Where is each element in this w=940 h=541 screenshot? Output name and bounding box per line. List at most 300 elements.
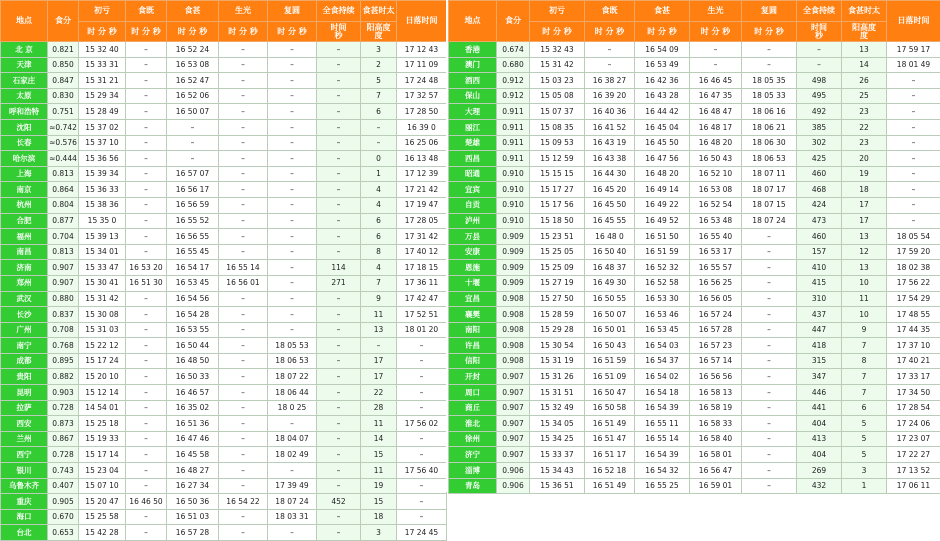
cell-third-contact: 16 56 25 — [690, 275, 742, 291]
cell-duration: – — [317, 182, 361, 198]
cell-sun-altitude: 17 — [842, 197, 887, 213]
cell-sun-altitude: 23 — [842, 135, 887, 151]
cell-maximum: 16 54 18 — [635, 385, 690, 401]
cell-fourth-contact: – — [268, 260, 317, 276]
cell-first-contact: 15 17 27 — [530, 182, 585, 198]
cell-first-contact: 15 30 41 — [79, 275, 126, 291]
cell-second-contact: 16 50 40 — [585, 244, 635, 260]
cell-duration: – — [317, 509, 361, 525]
cell-sun-altitude: 14 — [842, 57, 887, 73]
table-row — [1, 322, 447, 338]
cell-magnitude: 0.728 — [48, 400, 79, 416]
header-hms: 时 分 秒 — [126, 22, 167, 42]
cell-duration: – — [317, 322, 361, 338]
cell-duration: 498 — [797, 73, 842, 89]
cell-city: 西安 — [1, 416, 48, 432]
cell-sunset: – — [397, 478, 447, 494]
cell-sun-altitude: 11 — [361, 416, 397, 432]
cell-third-contact: – — [219, 307, 268, 323]
cell-second-contact: – — [126, 322, 167, 338]
cell-fourth-contact: 18 05 33 — [742, 88, 797, 104]
table-row — [449, 229, 940, 245]
table-row — [1, 57, 447, 73]
cell-third-contact: – — [219, 166, 268, 182]
cell-sun-altitude: 15 — [361, 447, 397, 463]
cell-city: 万县 — [449, 229, 497, 245]
cell-duration: 425 — [797, 151, 842, 167]
header-second-contact: 食既 — [585, 1, 635, 22]
cell-maximum: 16 46 57 — [167, 385, 219, 401]
cell-first-contact: 15 31 03 — [79, 322, 126, 338]
cell-maximum: 16 47 56 — [635, 151, 690, 167]
cell-sun-altitude: 17 — [842, 213, 887, 229]
cell-sun-altitude: 17 — [361, 353, 397, 369]
cell-third-contact: – — [219, 244, 268, 260]
cell-second-contact: 16 50 07 — [585, 307, 635, 323]
header-fourth-contact: 复圆 — [742, 1, 797, 22]
cell-sun-altitude: 3 — [842, 463, 887, 479]
cell-city: 福州 — [1, 229, 48, 245]
cell-magnitude: 0.906 — [497, 463, 530, 479]
cell-duration: – — [317, 525, 361, 541]
cell-fourth-contact: – — [742, 385, 797, 401]
cell-city: 济宁 — [449, 447, 497, 463]
cell-magnitude: 0.680 — [497, 57, 530, 73]
cell-first-contact: 15 17 56 — [530, 197, 585, 213]
cell-first-contact: 15 18 50 — [530, 213, 585, 229]
cell-second-contact: 16 51 47 — [585, 431, 635, 447]
cell-fourth-contact: – — [742, 244, 797, 260]
cell-first-contact: 15 30 08 — [79, 307, 126, 323]
cell-fourth-contact: 18 07 22 — [268, 369, 317, 385]
cell-duration: – — [317, 463, 361, 479]
cell-second-contact: 16 52 18 — [585, 463, 635, 479]
cell-sun-altitude: 14 — [361, 431, 397, 447]
cell-third-contact: 16 52 10 — [690, 166, 742, 182]
header-magnitude: 食分 — [497, 1, 530, 42]
cell-sun-altitude: 2 — [361, 57, 397, 73]
cell-sunset: 17 48 55 — [887, 307, 940, 323]
cell-fourth-contact: – — [268, 307, 317, 323]
cell-fourth-contact: – — [268, 104, 317, 120]
cell-sunset: – — [887, 197, 940, 213]
cell-second-contact: 16 51 49 — [585, 478, 635, 494]
cell-city: 昭通 — [449, 166, 497, 182]
cell-maximum: 16 56 55 — [167, 229, 219, 245]
cell-first-contact: 15 39 34 — [79, 166, 126, 182]
table-row — [1, 73, 447, 89]
cell-fourth-contact: – — [268, 275, 317, 291]
table-row — [449, 447, 940, 463]
cell-city: 大理 — [449, 104, 497, 120]
cell-third-contact: 16 56 56 — [690, 369, 742, 385]
cell-sunset: 17 22 27 — [887, 447, 940, 463]
cell-first-contact: 15 12 59 — [530, 151, 585, 167]
cell-fourth-contact: – — [268, 291, 317, 307]
cell-sunset: – — [887, 119, 940, 135]
cell-magnitude: 0.895 — [48, 353, 79, 369]
cell-magnitude: 0.908 — [497, 307, 530, 323]
cell-third-contact: 16 57 24 — [690, 307, 742, 323]
cell-sunset: 17 24 06 — [887, 416, 940, 432]
cell-city: 拉萨 — [1, 400, 48, 416]
cell-second-contact: 16 48 0 — [585, 229, 635, 245]
cell-third-contact: 16 58 19 — [690, 400, 742, 416]
cell-fourth-contact: – — [742, 42, 797, 58]
cell-city: 成都 — [1, 353, 48, 369]
cell-duration: 302 — [797, 135, 842, 151]
cell-third-contact: 16 52 54 — [690, 197, 742, 213]
cell-fourth-contact: – — [268, 244, 317, 260]
cell-first-contact: 15 29 28 — [530, 322, 585, 338]
cell-sunset: 17 31 42 — [397, 229, 447, 245]
cell-third-contact: 16 58 01 — [690, 447, 742, 463]
cell-maximum: 16 52 06 — [167, 88, 219, 104]
cell-fourth-contact: 18 06 30 — [742, 135, 797, 151]
cell-first-contact: 15 20 10 — [79, 369, 126, 385]
cell-duration: 157 — [797, 244, 842, 260]
cell-first-contact: 15 33 47 — [79, 260, 126, 276]
cell-sun-altitude: 7 — [361, 275, 397, 291]
cell-sunset: 17 59 20 — [887, 244, 940, 260]
table-row — [449, 119, 940, 135]
cell-sunset: – — [887, 135, 940, 151]
cell-sun-altitude: 7 — [842, 385, 887, 401]
table-row — [449, 338, 940, 354]
cell-sunset: 17 18 15 — [397, 260, 447, 276]
cell-sun-altitude: 19 — [842, 166, 887, 182]
cell-first-contact: 15 19 33 — [79, 431, 126, 447]
cell-second-contact: – — [126, 509, 167, 525]
table-row — [1, 197, 447, 213]
cell-duration: – — [317, 385, 361, 401]
cell-magnitude: 0.909 — [497, 275, 530, 291]
table-row — [1, 42, 447, 58]
table-row — [1, 260, 447, 276]
cell-fourth-contact: 18 05 53 — [268, 338, 317, 354]
header-maximum: 食甚 — [635, 1, 690, 22]
cell-fourth-contact: – — [742, 57, 797, 73]
header-duration: 全食持续 — [317, 1, 361, 22]
cell-duration: 424 — [797, 197, 842, 213]
cell-second-contact: 16 41 52 — [585, 119, 635, 135]
cell-fourth-contact: – — [268, 135, 317, 151]
cell-magnitude: 0.903 — [48, 385, 79, 401]
cell-fourth-contact: 18 06 53 — [742, 151, 797, 167]
cell-city: 重庆 — [1, 494, 48, 510]
cell-fourth-contact: – — [268, 151, 317, 167]
cell-first-contact: 15 08 35 — [530, 119, 585, 135]
cell-magnitude: ≈0.444 — [48, 151, 79, 167]
cell-fourth-contact: – — [742, 447, 797, 463]
header-hms: 时 分 秒 — [635, 22, 690, 42]
cell-magnitude: 0.877 — [48, 213, 79, 229]
table-row — [1, 104, 447, 120]
header-maximum: 食甚 — [167, 1, 219, 22]
cell-second-contact: – — [126, 166, 167, 182]
cell-magnitude: 0.407 — [48, 478, 79, 494]
cell-third-contact: – — [219, 182, 268, 198]
cell-sun-altitude: 4 — [361, 260, 397, 276]
cell-city: 徐州 — [449, 431, 497, 447]
cell-duration: 460 — [797, 229, 842, 245]
cell-sun-altitude: 6 — [842, 400, 887, 416]
cell-sunset: 17 28 05 — [397, 213, 447, 229]
cell-maximum: 16 42 36 — [635, 73, 690, 89]
cell-duration: 492 — [797, 104, 842, 120]
cell-second-contact: – — [126, 57, 167, 73]
cell-third-contact: 16 55 57 — [690, 260, 742, 276]
cell-second-contact: 16 50 43 — [585, 338, 635, 354]
cell-sunset: – — [887, 182, 940, 198]
table-row — [449, 431, 940, 447]
cell-third-contact: – — [219, 400, 268, 416]
cell-duration: – — [317, 88, 361, 104]
cell-third-contact: 16 54 22 — [219, 494, 268, 510]
cell-first-contact: 15 32 43 — [530, 42, 585, 58]
cell-fourth-contact: – — [742, 322, 797, 338]
header-city: 地点 — [449, 1, 497, 42]
cell-sun-altitude: 3 — [361, 525, 397, 541]
cell-second-contact: – — [126, 400, 167, 416]
cell-magnitude: 0.912 — [497, 73, 530, 89]
cell-fourth-contact: 18 07 24 — [742, 213, 797, 229]
cell-duration: 441 — [797, 400, 842, 416]
header-altitude-unit — [842, 22, 887, 42]
cell-second-contact: 16 40 36 — [585, 104, 635, 120]
cell-maximum: 16 53 08 — [167, 57, 219, 73]
cell-sunset: 17 12 39 — [397, 166, 447, 182]
cell-duration: – — [317, 338, 361, 354]
cell-magnitude: 0.909 — [497, 244, 530, 260]
cell-second-contact: – — [126, 307, 167, 323]
cell-city: 保山 — [449, 88, 497, 104]
cell-first-contact: 15 37 02 — [79, 119, 126, 135]
cell-maximum: 16 45 50 — [635, 135, 690, 151]
cell-sun-altitude: 18 — [842, 182, 887, 198]
cell-duration: – — [317, 447, 361, 463]
cell-first-contact: 15 15 15 — [530, 166, 585, 182]
cell-sun-altitude: – — [361, 119, 397, 135]
cell-sun-altitude: 0 — [361, 151, 397, 167]
cell-fourth-contact: – — [268, 182, 317, 198]
cell-sun-altitude: 11 — [361, 463, 397, 479]
cell-third-contact: – — [219, 463, 268, 479]
cell-maximum: 16 55 14 — [635, 431, 690, 447]
table-row — [449, 57, 940, 73]
cell-second-contact: 16 38 27 — [585, 73, 635, 89]
cell-third-contact: 16 53 17 — [690, 244, 742, 260]
cell-city: 南宁 — [1, 338, 48, 354]
cell-sun-altitude: 6 — [361, 229, 397, 245]
cell-first-contact: 15 31 26 — [530, 369, 585, 385]
cell-city: 开封 — [449, 369, 497, 385]
cell-second-contact: – — [126, 353, 167, 369]
cell-maximum: 16 27 34 — [167, 478, 219, 494]
cell-second-contact: – — [126, 447, 167, 463]
cell-first-contact: 15 34 01 — [79, 244, 126, 260]
cell-sun-altitude: 19 — [361, 478, 397, 494]
cell-duration: – — [317, 57, 361, 73]
cell-magnitude: 0.910 — [497, 213, 530, 229]
cell-sun-altitude: 4 — [361, 182, 397, 198]
eclipse-table-right — [448, 0, 940, 494]
cell-maximum: 16 54 02 — [635, 369, 690, 385]
cell-magnitude: 0.674 — [497, 42, 530, 58]
cell-sunset: – — [397, 509, 447, 525]
cell-duration: 473 — [797, 213, 842, 229]
cell-city: 安康 — [449, 244, 497, 260]
cell-third-contact: 16 58 40 — [690, 431, 742, 447]
cell-second-contact: – — [126, 151, 167, 167]
cell-magnitude: 0.813 — [48, 244, 79, 260]
cell-duration: – — [317, 431, 361, 447]
cell-sunset: 17 56 22 — [887, 275, 940, 291]
header-duration-unit — [797, 22, 842, 42]
cell-maximum: 16 48 27 — [167, 463, 219, 479]
cell-sunset: 17 54 29 — [887, 291, 940, 307]
cell-duration: – — [317, 307, 361, 323]
cell-third-contact: – — [690, 57, 742, 73]
cell-maximum: 16 53 55 — [167, 322, 219, 338]
cell-third-contact: – — [219, 509, 268, 525]
table-row — [1, 431, 447, 447]
cell-second-contact: 16 48 37 — [585, 260, 635, 276]
cell-second-contact: 16 49 30 — [585, 275, 635, 291]
cell-maximum: 16 43 28 — [635, 88, 690, 104]
cell-duration: 310 — [797, 291, 842, 307]
cell-first-contact: 15 31 42 — [530, 57, 585, 73]
cell-magnitude: 0.653 — [48, 525, 79, 541]
cell-magnitude: 0.907 — [48, 275, 79, 291]
header-hms: 时 分 秒 — [530, 22, 585, 42]
cell-maximum: 16 52 32 — [635, 260, 690, 276]
cell-sunset: 18 05 54 — [887, 229, 940, 245]
cell-second-contact: 16 51 59 — [585, 353, 635, 369]
cell-city: 呼和浩特 — [1, 104, 48, 120]
cell-magnitude: 0.910 — [497, 166, 530, 182]
cell-fourth-contact: 18 0 25 — [268, 400, 317, 416]
cell-first-contact: 15 36 33 — [79, 182, 126, 198]
cell-second-contact: 16 53 20 — [126, 260, 167, 276]
header-hms: 时 分 秒 — [219, 22, 268, 42]
cell-second-contact: 16 50 01 — [585, 322, 635, 338]
cell-magnitude: 0.743 — [48, 463, 79, 479]
table-row — [1, 166, 447, 182]
cell-fourth-contact: 18 07 11 — [742, 166, 797, 182]
cell-sun-altitude: 7 — [361, 88, 397, 104]
table-row — [1, 369, 447, 385]
cell-magnitude: 0.670 — [48, 509, 79, 525]
cell-sun-altitude: 22 — [361, 385, 397, 401]
cell-sun-altitude: 23 — [842, 104, 887, 120]
cell-third-contact: – — [219, 73, 268, 89]
cell-city: 青岛 — [449, 478, 497, 494]
cell-second-contact: 16 46 50 — [126, 494, 167, 510]
table-row — [1, 291, 447, 307]
table-row — [1, 478, 447, 494]
table-row — [449, 88, 940, 104]
cell-first-contact: 15 33 31 — [79, 57, 126, 73]
cell-sunset: 17 59 17 — [887, 42, 940, 58]
cell-duration: 404 — [797, 447, 842, 463]
cell-city: 上海 — [1, 166, 48, 182]
cell-sun-altitude: 13 — [842, 260, 887, 276]
cell-fourth-contact: 18 04 07 — [268, 431, 317, 447]
cell-third-contact: – — [219, 291, 268, 307]
cell-magnitude: 0.813 — [48, 166, 79, 182]
cell-sunset: – — [397, 494, 447, 510]
cell-fourth-contact: 18 03 31 — [268, 509, 317, 525]
cell-duration: 347 — [797, 369, 842, 385]
cell-second-contact: 16 45 20 — [585, 182, 635, 198]
table-body-left — [1, 42, 447, 541]
cell-city: 许昌 — [449, 338, 497, 354]
table-row — [449, 73, 940, 89]
cell-magnitude: 0.909 — [497, 229, 530, 245]
cell-second-contact: 16 44 30 — [585, 166, 635, 182]
cell-duration: – — [317, 213, 361, 229]
cell-second-contact: 16 43 38 — [585, 151, 635, 167]
cell-first-contact: 15 42 28 — [79, 525, 126, 541]
cell-fourth-contact: – — [268, 416, 317, 432]
cell-city: 杭州 — [1, 197, 48, 213]
cell-second-contact: – — [126, 291, 167, 307]
cell-magnitude: 0.821 — [48, 42, 79, 58]
cell-sun-altitude: 20 — [842, 151, 887, 167]
cell-magnitude: 0.909 — [497, 260, 530, 276]
cell-sun-altitude: 9 — [842, 322, 887, 338]
cell-fourth-contact: 18 02 49 — [268, 447, 317, 463]
cell-city: 昆明 — [1, 385, 48, 401]
cell-sun-altitude: 7 — [842, 369, 887, 385]
cell-third-contact: – — [219, 229, 268, 245]
cell-maximum: 16 53 30 — [635, 291, 690, 307]
cell-third-contact: 16 59 01 — [690, 478, 742, 494]
cell-sunset: 18 01 49 — [887, 57, 940, 73]
cell-duration: 269 — [797, 463, 842, 479]
cell-sunset: – — [397, 431, 447, 447]
cell-sunset: 17 13 52 — [887, 463, 940, 479]
cell-magnitude: 0.847 — [48, 73, 79, 89]
cell-first-contact: 15 27 50 — [530, 291, 585, 307]
cell-maximum: 16 55 11 — [635, 416, 690, 432]
cell-sunset: 17 37 10 — [887, 338, 940, 354]
header-city: 地点 — [1, 1, 48, 42]
cell-city: 香港 — [449, 42, 497, 58]
cell-third-contact: – — [219, 57, 268, 73]
cell-maximum: 16 45 04 — [635, 119, 690, 135]
cell-sun-altitude: 7 — [842, 338, 887, 354]
cell-second-contact: – — [126, 244, 167, 260]
table-row — [1, 400, 447, 416]
cell-first-contact: 15 25 05 — [530, 244, 585, 260]
cell-maximum: 16 44 42 — [635, 104, 690, 120]
cell-city: 信阳 — [449, 353, 497, 369]
cell-sun-altitude: 11 — [361, 307, 397, 323]
cell-first-contact: 15 34 25 — [530, 431, 585, 447]
cell-maximum: 16 53 49 — [635, 57, 690, 73]
cell-magnitude: 0.837 — [48, 307, 79, 323]
cell-third-contact: 16 57 14 — [690, 353, 742, 369]
header-sunset: 日落时间 — [887, 1, 940, 42]
cell-magnitude: 0.882 — [48, 369, 79, 385]
cell-third-contact: – — [219, 369, 268, 385]
cell-second-contact: – — [126, 385, 167, 401]
cell-magnitude: ≈0.742 — [48, 119, 79, 135]
cell-city: 合肥 — [1, 213, 48, 229]
cell-duration: – — [317, 119, 361, 135]
